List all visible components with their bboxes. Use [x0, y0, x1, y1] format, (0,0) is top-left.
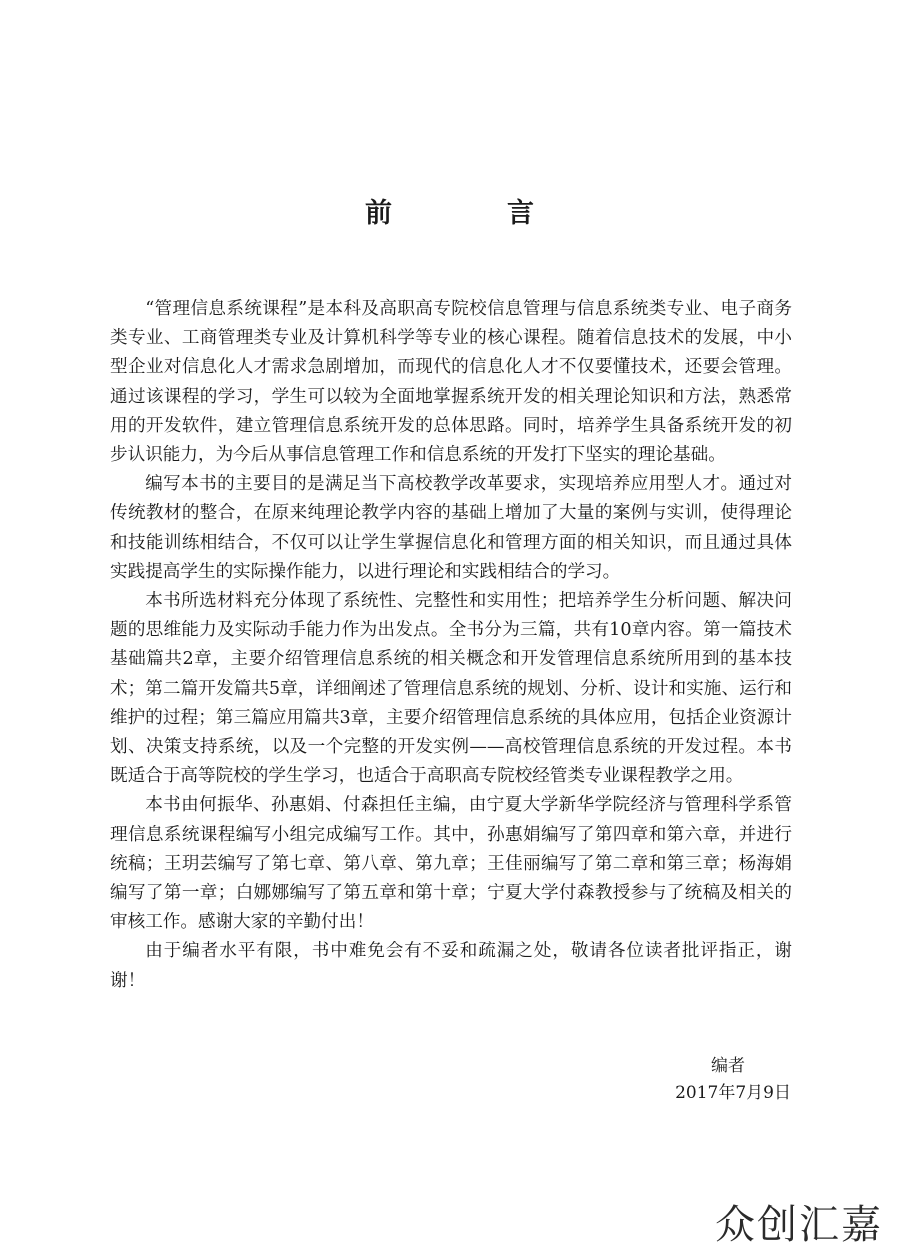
signoff-date: 2017年7月9日 — [675, 1083, 791, 1103]
paragraph-disclaimer: 由于编者水平有限，书中难免会有不妥和疏漏之处，敬请各位读者批评指正，谢谢！ — [110, 941, 792, 991]
paragraph-structure: 本书所选材料充分体现了系统性、完整性和实用性；把培养学生分析问题、解决问题的思维能力及实际动手能力作为出发点。全书分为三篇，共有10章内容。第一篇技术基础篇共2章，主要介绍管理信息系统的相关概念和开发管理信息系统所用到的基本技术；第二篇开发篇共5章，详细阐述了管理信息系统的规划、分析、设计和实施、运行和维护的过程；第三篇应用篇共3章，主要介绍管理信息系统的具体应用，包括企业资源计划、决策支持系统，以及一个完整的开发实例——高校管理信息系统的开发过程。本书既适合于高等院校的学生学习，也适合于高职高专院校经管类专业课程教学之用。 — [110, 591, 792, 787]
preface-body — [110, 295, 792, 996]
paragraph-purpose: 编写本书的主要目的是满足当下高校教学改革要求，实现培养应用型人才。通过对传统教材的整合，在原来纯理论教学内容的基础上增加了大量的案例与实训，使得理论和技能训练相结合，不仅可以让学生掌握信息化和管理方面的相关知识，而且通过具体实践提高学生的实际操作能力，以进行理论和实践相结合的学习。 — [110, 474, 792, 582]
paragraph-authors: 本书由何振华、孙惠娟、付森担任主编，由宁夏大学新华学院经济与管理科学系管理信息系统课程编写小组完成编写工作。其中，孙惠娟编写了第四章和第六章，并进行统稿；王玥芸编写了第七章、第八章、第九章；王佳丽编写了第二章和第三章；杨海娟编写了第一章；白娜娜编写了第五章和第十章；宁夏大学付森教授参与了统稿及相关的审核工作。感谢大家的辛勤付出！ — [110, 795, 792, 933]
paragraph-course-intro: “管理信息系统课程”是本科及高职高专院校信息管理与信息系统类专业、电子商务类专业、工商管理类专业及计算机科学等专业的核心课程。随着信息技术的发展，中小型企业对信息化人才需求急剧增加，而现代的信息化人才不仅要懂技术，还要会管理。通过该课程的学习，学生可以较为全面地掌握系统开发的相关理论知识和方法，熟悉常用的开发软件，建立管理信息系统开发的总体思路。同时，培养学生具备系统开发的初步认识能力，为今后从事信息管理工作和信息系统的开发打下坚实的理论基础。 — [110, 299, 792, 466]
page-title: 前 言 — [365, 198, 578, 229]
watermark-text: 众创汇嘉 — [715, 1202, 883, 1248]
signoff-author: 编者 — [711, 1056, 745, 1076]
signoff — [551, 1053, 791, 1107]
